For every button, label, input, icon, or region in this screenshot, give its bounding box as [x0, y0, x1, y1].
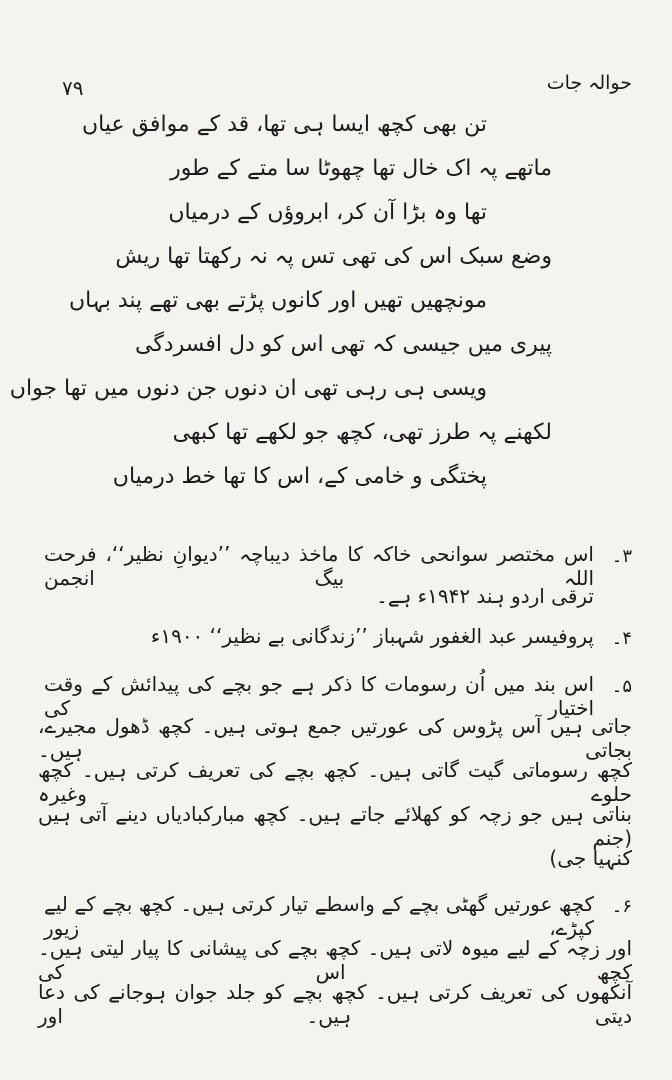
poem-line: تن بھی کچھ ایسا ہی تھا، قد کے موافق عیاں — [81, 112, 487, 137]
note-line: پروفیسر عبد الغفور شہباز ’’زندگانی بے نظیر‘‘ ۱۹۰۰ء — [150, 624, 594, 648]
poem-line: ویسی ہی رہی تھی ان دنوں جن دنوں میں تھا جواں — [9, 376, 487, 401]
poem-line: پختگی و خامی کے، اس کا تھا خط درمیاں — [112, 464, 487, 489]
page-header-title: حوالہ جات — [546, 72, 632, 94]
note-line: آنکھوں کی تعریف کرتی ہیں۔ کچھ بچے کو جلد جوان ہوجانے کی دعا دیتی ہیں۔ اور — [38, 980, 632, 1028]
note-number: ۵۔ — [611, 676, 632, 697]
page-number: ۷۹ — [62, 76, 84, 100]
note-line: بناتی ہیں جو زچہ کو کھلائے جاتے ہیں۔ کچھ مبارکبادیاں دینے آتی ہیں (جنم — [38, 802, 632, 850]
note-line: جاتی ہیں آس پڑوس کی عورتیں جمع ہوتی ہیں۔ کچھ ڈھول مجیرے، بجاتی ہیں۔ — [38, 714, 632, 762]
note-number: ۴۔ — [611, 628, 632, 649]
poem-line: پیری میں جیسی کہ تھی اس کو دل افسردگی — [135, 332, 552, 357]
note-line: ترقی اردو ہند ۱۹۴۲ء ہے۔ — [376, 584, 594, 608]
poem-line: تھا وہ بڑا آن کر، ابروؤں کے درمیاں — [168, 200, 487, 225]
note-number: ۶۔ — [611, 896, 632, 917]
note-line: اس بند میں اُن رسومات کا ذکر ہے جو بچے کی پیدائش کے وقت اختیار کی — [44, 672, 594, 720]
note-line: اور زچہ کے لیے میوہ لاتی ہیں۔ کچھ بچے کی پیشانی کا پیار لیتی ہیں۔ کچھ اس کی — [38, 936, 632, 984]
note-line: کچھ عورتیں گھٹی بچے کے واسطے تیار کرتی ہیں۔ کچھ بچے کے لیے کپڑے، زیور — [44, 892, 594, 940]
note-line: کنہیا جی) — [549, 846, 632, 870]
poem-line: ماتھے پہ اک خال تھا چھوٹا سا متے کے طور — [170, 156, 552, 181]
note-number: ۳۔ — [611, 546, 632, 567]
poem-line: مونچھیں تھیں اور کانوں پڑتے بھی تھے پند بہاں — [69, 288, 487, 313]
poem-line: وضع سبک اس کی تھی تس پہ نہ رکھتا تھا ریش — [115, 244, 552, 269]
note-line: اس مختصر سوانحی خاکہ کا ماخذ دیباچہ ’’دیوانِ نظیر‘‘، فرحت اللہ بیگ انجمن — [44, 542, 594, 590]
poem-line: لکھنے پہ طرز تھی، کچھ جو لکھے تھا کبھی — [172, 420, 552, 445]
note-line: کچھ رسوماتی گیت گاتی ہیں۔ کچھ بچے کی تعریف کرتی ہیں۔ کچھ حلوے وغیرہ — [38, 758, 632, 806]
